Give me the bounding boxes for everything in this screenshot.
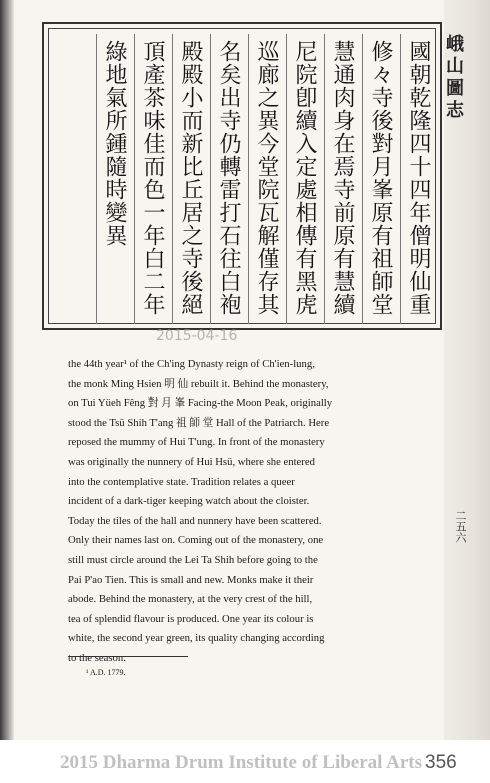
text-line: the monk Ming Hsien 明 仙 rebuilt it. Behind the monastery,: [68, 377, 329, 390]
footnote-divider: [68, 656, 188, 657]
vertical-column-5: 巡廊之異今堂院瓦解僅存其: [248, 34, 283, 324]
page-number: 356: [425, 752, 457, 773]
text-line: white, the second year green, its quality changing according: [68, 632, 325, 645]
vertical-column-2: 修々寺後對月峯原有祖師堂: [362, 34, 397, 324]
text-line: abode. Behind the monastery, at the very crest of the hill,: [68, 593, 313, 606]
footer: [0, 740, 490, 783]
vertical-column-9: 綠地氣所鍾隨時變異: [96, 34, 131, 324]
text-line: to the season.: [68, 651, 126, 664]
text-line: the 44th year¹ of the Ch'ing Dynasty reign of Ch'ien-lung,: [68, 358, 315, 370]
english-translation: [68, 355, 424, 669]
text-line: on Tui Yüeh Fêng 對 月 峯 Facing-the Moon Peak, originally: [68, 397, 333, 410]
vertical-column-3: 慧通肉身在焉寺前原有慧續: [324, 34, 359, 324]
vertical-column-8: 頂產茶味佳而色一年白二年: [134, 34, 169, 324]
text-line: Pai P'ao Tien. This is small and new. Monks make it their: [68, 573, 314, 586]
date-stamp: 2015-04-16: [156, 328, 238, 344]
vertical-column-6: 名矣出寺仍轉雷打石往白袍: [210, 34, 245, 324]
vertical-column-7: 殿殿小而新比丘居之寺後絕: [172, 34, 207, 324]
side-book-title: 峨山圖志: [443, 34, 464, 122]
text-line: into the contemplative state. Tradition relates a queer: [68, 475, 295, 488]
text-line: incident of a dark-tiger keeping watch about the cloister.: [68, 495, 310, 508]
side-page-number: 二五六: [454, 510, 467, 543]
watermark-text: 2015 Dharma Drum Institute of Liberal Arts: [60, 752, 423, 773]
vertical-column-1: 國朝乾隆四十四年僧明仙重: [400, 34, 435, 324]
text-line: reposed the mummy of Hui T'ung. In front of the monastery: [68, 436, 325, 449]
vertical-column-4: 尼院卽續入定處相傳有黑虎: [286, 34, 321, 324]
text-line: Today the tiles of the hall and nunnery have been scattered.: [68, 514, 322, 527]
book-spine-shadow: [0, 0, 14, 783]
text-line: stood the Tsü Shih T'ang 祖 師 堂 Hall of the Patriarch. Here: [68, 416, 330, 429]
text-line: Only their names last on. Coming out of the monastery, one: [68, 534, 324, 547]
footnote: ¹ A.D. 1779.: [86, 668, 126, 677]
text-line: still must circle around the Lei Ta Shih before going to the: [68, 553, 318, 566]
text-line: was originally the nunnery of Hui Hsü, where she entered: [68, 455, 315, 468]
vertical-text-frame: [42, 22, 442, 330]
text-line: tea of splendid flavour is produced. One year its colour is: [68, 612, 314, 625]
